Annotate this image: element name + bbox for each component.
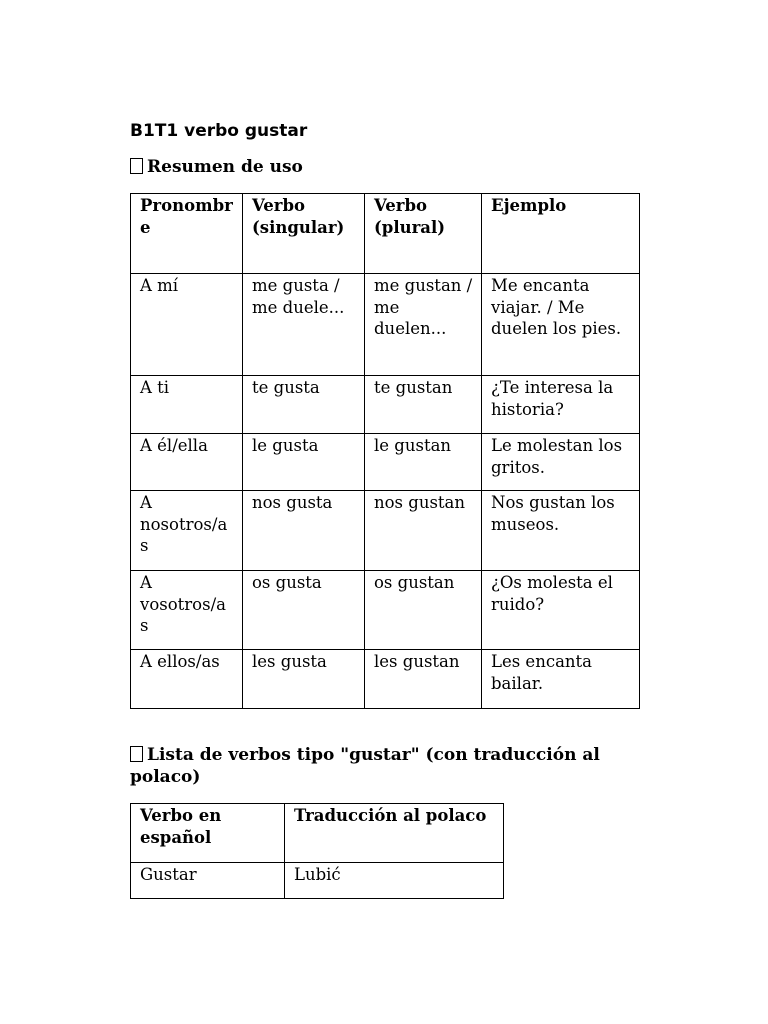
table-cell: os gusta xyxy=(243,571,365,650)
section-heading-resumen-text: Resumen de uso xyxy=(147,157,303,177)
table-cell: ¿Te interesa la historia? xyxy=(482,376,640,434)
table-cell: A nosotros/as xyxy=(131,491,243,571)
table-cell: A ellos/as xyxy=(131,650,243,709)
table-cell: Les encanta bailar. xyxy=(482,650,640,709)
table-row xyxy=(131,491,640,571)
usage-table xyxy=(130,193,640,709)
table-cell: me gusta / me duele... xyxy=(243,274,365,376)
table-cell: A mí xyxy=(131,274,243,376)
table-cell: ¿Os molesta el ruido? xyxy=(482,571,640,650)
table-cell: les gustan xyxy=(365,650,482,709)
verbs-table xyxy=(130,803,504,899)
missing-glyph-icon xyxy=(130,158,143,174)
table-row xyxy=(131,650,640,709)
table-row xyxy=(131,434,640,491)
table-cell: Me encanta viajar. / Me duelen los pies. xyxy=(482,274,640,376)
table-cell: Le molestan los gritos. xyxy=(482,434,640,491)
table-cell: nos gustan xyxy=(365,491,482,571)
table-cell: te gusta xyxy=(243,376,365,434)
table-row xyxy=(131,376,640,434)
table-row xyxy=(131,571,640,650)
column-header-verbo-singular: Verbo (singular) xyxy=(243,194,365,274)
table-cell: les gusta xyxy=(243,650,365,709)
table-cell: nos gusta xyxy=(243,491,365,571)
table-cell: Nos gustan los museos. xyxy=(482,491,640,571)
table-cell: Gustar xyxy=(131,863,285,899)
table-header-row xyxy=(131,194,640,274)
table-cell: le gusta xyxy=(243,434,365,491)
missing-glyph-icon xyxy=(130,746,143,762)
table-row xyxy=(131,863,504,899)
table-cell: me gustan / me duelen... xyxy=(365,274,482,376)
section-heading-lista-text: Lista de verbos tipo "gustar" (con traducción al polaco) xyxy=(130,745,600,787)
table-cell: Lubić xyxy=(285,863,504,899)
table-row xyxy=(131,274,640,376)
document-title: B1T1 verbo gustar xyxy=(130,121,308,141)
column-header-traduccion-polaco: Traducción al polaco xyxy=(285,804,504,863)
section-heading-lista xyxy=(130,744,650,788)
section-heading-resumen xyxy=(130,156,650,178)
column-header-verbo-espanol: Verbo en español xyxy=(131,804,285,863)
column-header-ejemplo: Ejemplo xyxy=(482,194,640,274)
column-header-pronombre: Pronombre xyxy=(131,194,243,274)
column-header-verbo-plural: Verbo (plural) xyxy=(365,194,482,274)
table-cell: os gustan xyxy=(365,571,482,650)
table-cell: A vosotros/as xyxy=(131,571,243,650)
table-header-row xyxy=(131,804,504,863)
table-cell: le gustan xyxy=(365,434,482,491)
table-cell: A él/ella xyxy=(131,434,243,491)
table-cell: te gustan xyxy=(365,376,482,434)
table-cell: A ti xyxy=(131,376,243,434)
